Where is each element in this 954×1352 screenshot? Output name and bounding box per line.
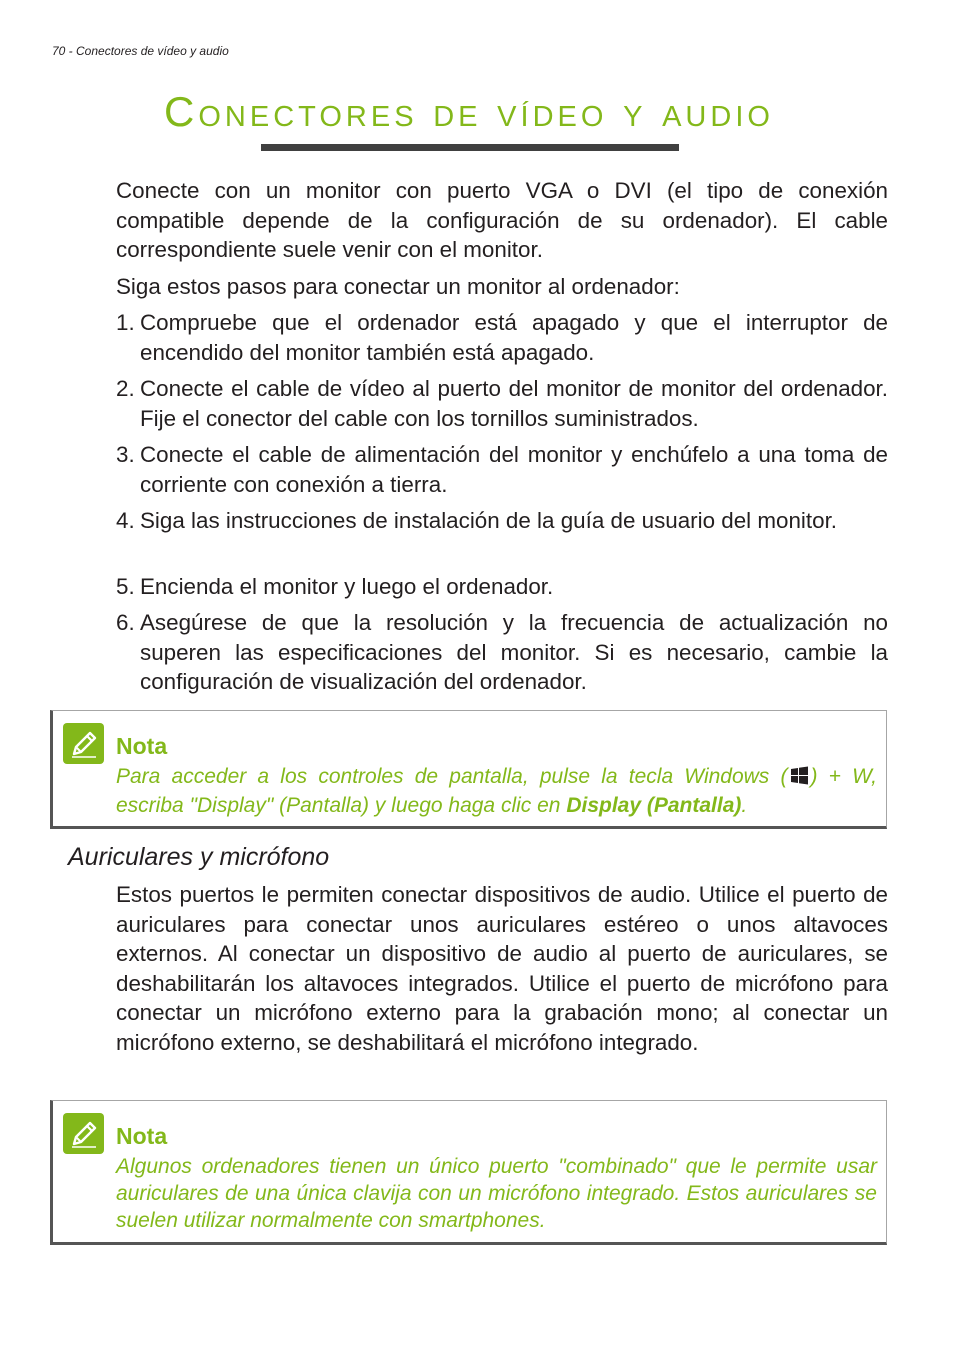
note-box-audio <box>50 1100 887 1245</box>
step-text: Asegúrese de que la resolución y la frecuencia de actualización no superen las especificaciones del monitor. Si es necesario, cambie la configuración de visualización del ordenador. <box>140 610 888 695</box>
title-rule <box>261 144 679 151</box>
step-text: Conecte el cable de alimentación del monitor y enchúfelo a una toma de corriente con conexión a tierra. <box>140 442 888 497</box>
note-box-display <box>50 710 887 829</box>
step-number: 5. <box>116 574 135 599</box>
note-text-part: Para acceder a los controles de pantalla, pulse la tecla Windows ( <box>116 765 788 788</box>
step-text: Conecte el cable de vídeo al puerto del monitor de monitor del ordenador. Fije el conector del cable con los tornillos suministrados. <box>140 376 888 431</box>
step-6 <box>116 608 888 697</box>
step-number: 4. <box>116 508 135 533</box>
step-number: 2. <box>116 376 135 401</box>
note-text <box>116 763 877 819</box>
step-5 <box>116 572 888 602</box>
audio-paragraph: Estos puertos le permiten conectar dispositivos de audio. Utilice el puerto de auriculares para conectar unos auriculares estéreo o unos altavoces externos. Al conectar un dispositivo de audio al puerto de auriculares, se deshabilitarán los altavoces integrados. Utilice el puerto de micrófono para conectar un micrófono externo para la grabación mono; al conectar un micrófono externo, se deshabilitará el micrófono integrado. <box>116 882 888 1055</box>
note-label: Nota <box>116 733 168 759</box>
step-number: 3. <box>116 442 135 467</box>
note-text: Algunos ordenadores tienen un único puerto "combinado" que le permite usar auriculares de una única clavija con un micrófono integrado. Estos auriculares se suelen utilizar normalmente con smartphones. <box>116 1155 877 1232</box>
running-header: 70 - Conectores de vídeo y audio <box>52 44 229 58</box>
section-heading: Auriculares y micrófono <box>68 843 330 871</box>
step-number: 6. <box>116 610 135 635</box>
step-4 <box>116 506 888 536</box>
intro-instruction: Siga estos pasos para conectar un monitor al ordenador: <box>116 274 680 299</box>
note-text-part: . <box>741 794 748 817</box>
note-text-part: ) + W, escriba "Display" (Pantalla) y luego haga clic en <box>116 765 878 817</box>
step-2 <box>116 374 888 433</box>
pencil-icon <box>63 1113 104 1154</box>
page-title: Conectores de vídeo y audio <box>164 88 774 135</box>
step-text: Encienda el monitor y luego el ordenador. <box>140 574 554 599</box>
intro-paragraph: Conecte con un monitor con puerto VGA o DVI (el tipo de conexión compatible depende de la configuración de su ordenador). El cable correspondiente suele venir con el monitor. <box>116 178 888 263</box>
note-label: Nota <box>116 1123 168 1149</box>
note-bold-text: Display (Pantalla) <box>566 794 742 817</box>
step-1 <box>116 308 888 367</box>
pencil-icon <box>63 723 104 764</box>
step-text: Compruebe que el ordenador está apagado y que el interruptor de encendido del monitor también está apagado. <box>140 310 888 365</box>
windows-logo-icon <box>790 765 809 792</box>
step-number: 1. <box>116 310 135 335</box>
step-3 <box>116 440 888 499</box>
step-text: Siga las instrucciones de instalación de la guía de usuario del monitor. <box>140 508 838 533</box>
